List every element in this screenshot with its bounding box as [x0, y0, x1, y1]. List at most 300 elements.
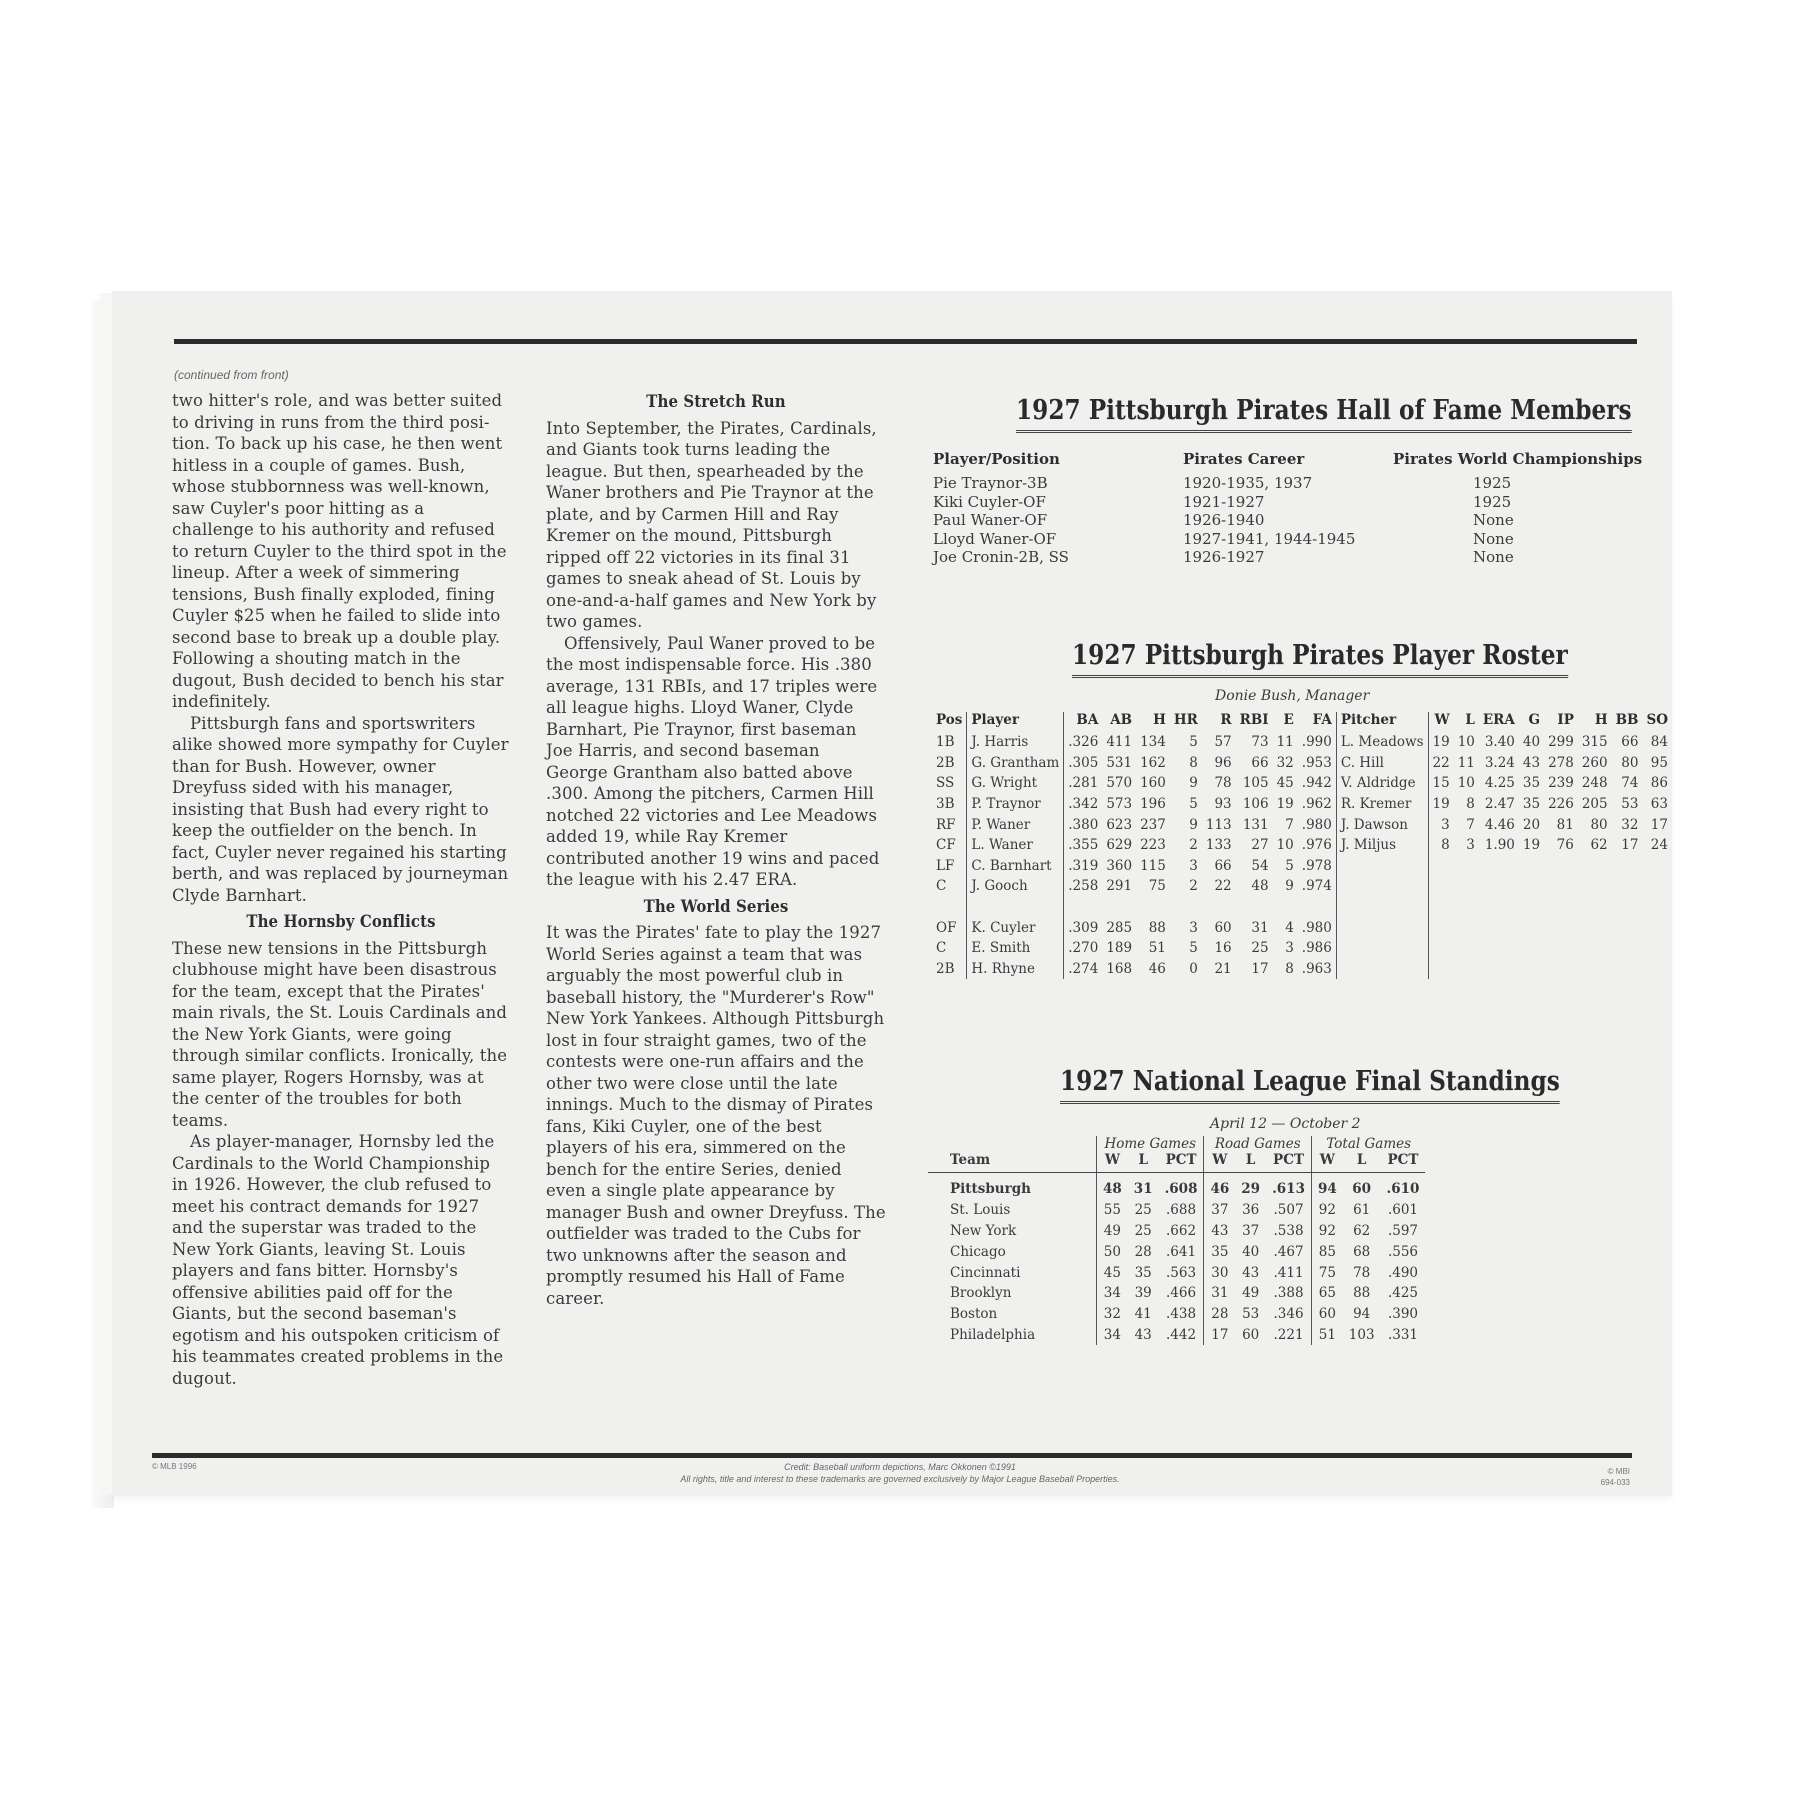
roster-cell: 133	[1205, 837, 1232, 854]
roster-title: 1927 Pittsburgh Pirates Player Roster	[1072, 640, 1568, 678]
standings-title: 1927 National League Final Standings	[1060, 1066, 1560, 1104]
hof-header: Player/Position	[933, 450, 1060, 468]
roster-cell: 76	[1556, 837, 1574, 854]
roster-cell: 88	[1148, 919, 1166, 936]
roster-cell	[1612, 856, 1643, 877]
roster-cell	[1544, 938, 1578, 959]
hof-cell: 1920-1935, 1937	[1183, 474, 1313, 492]
standings-cell: .346	[1273, 1306, 1304, 1323]
standings-cell: 34	[1097, 1283, 1128, 1304]
standings-cell: .613	[1272, 1181, 1305, 1198]
standings-cell: .490	[1387, 1264, 1419, 1281]
standings-row	[928, 1173, 1425, 1200]
standings-cell: .688	[1166, 1202, 1197, 1219]
continued-note: (continued from front)	[174, 368, 289, 382]
roster-header: HR	[1173, 712, 1198, 728]
standings-row	[928, 1262, 1425, 1283]
hof-cell: Joe Cronin-2B, SS	[933, 548, 1069, 567]
roster-cell: 78	[1214, 775, 1232, 792]
roster-cell: 73	[1251, 734, 1269, 751]
roster-cell: RF	[936, 816, 956, 833]
roster-cell: 226	[1548, 796, 1574, 813]
standings-cell: 60	[1311, 1304, 1342, 1325]
standings-cell: 35	[1204, 1241, 1235, 1262]
roster-cell: 3B	[936, 796, 955, 813]
roster-header: Pitcher	[1336, 712, 1428, 732]
roster-cell: G. Grantham	[967, 753, 1064, 774]
roster-cell	[1612, 876, 1643, 897]
roster-cell: 80	[1621, 754, 1639, 771]
roster-cell: 17	[1650, 816, 1668, 833]
roster-cell	[1454, 897, 1479, 918]
roster-cell: .942	[1301, 775, 1332, 792]
roster-cell	[967, 897, 1064, 918]
hof-cell: 1926-1927	[1183, 548, 1265, 567]
roster-cell: .355	[1064, 835, 1103, 856]
roster-cell: 160	[1140, 775, 1166, 792]
roster-cell: 2B	[936, 960, 955, 977]
roster-cell	[1642, 876, 1672, 897]
roster-cell	[1519, 856, 1544, 877]
standings-cell: 68	[1353, 1243, 1371, 1260]
standings-cell: .331	[1387, 1326, 1419, 1343]
standings-subheader: W	[1204, 1152, 1235, 1173]
roster-cell: 80	[1590, 816, 1608, 833]
roster-header: AB	[1110, 712, 1133, 728]
roster-cell: .974	[1301, 878, 1332, 895]
roster-header: IP	[1557, 712, 1574, 728]
hof-header: Pirates Career	[1183, 450, 1305, 468]
roster-cell: 19	[1428, 732, 1454, 753]
standings-cell: 41	[1134, 1306, 1152, 1323]
roster-cell: 84	[1650, 734, 1668, 751]
standings-subheader: L	[1235, 1152, 1266, 1173]
paragraph: These new tensions in the Pittsburgh clubhouse might have been disastrous for the team, except that the Pirates' main rivals, the St. Louis Cardinals and the New York Giants, were going through similar conflicts. Ironically, the same player, Rogers Hornsby, was at the center of the troubles for both teams.	[172, 938, 508, 1130]
roster-cell: 3	[1189, 857, 1198, 874]
standings-cell: 31	[1204, 1283, 1235, 1304]
team-name: Cincinnati	[950, 1264, 1021, 1281]
roster-cell: 106	[1242, 796, 1269, 813]
roster-cell: 35	[1522, 775, 1541, 792]
roster-cell: 168	[1106, 960, 1133, 977]
standings-subheader: W	[1311, 1152, 1342, 1173]
roster-cell: .963	[1301, 960, 1332, 977]
standings-cell: 51	[1311, 1325, 1342, 1346]
standings-cell: .411	[1273, 1264, 1304, 1281]
roster-cell	[1479, 959, 1519, 980]
team-name: New York	[950, 1222, 1017, 1239]
roster-cell: 291	[1106, 878, 1133, 895]
roster-cell: 8	[1189, 754, 1198, 771]
roster-cell	[1170, 897, 1202, 918]
standings-cell: 25	[1134, 1222, 1152, 1239]
standings-cell: 94	[1311, 1173, 1342, 1200]
roster-cell: 10	[1276, 837, 1294, 854]
roster-cell: 0	[1189, 960, 1198, 977]
roster-cell: 48	[1251, 878, 1269, 895]
roster-cell: 1.90	[1484, 837, 1515, 854]
roster-header: Pos	[936, 712, 963, 728]
standings-cell: 60	[1352, 1181, 1372, 1198]
copyright-right	[1570, 1466, 1630, 1488]
roster-cell: 10	[1457, 775, 1475, 792]
roster-cell: 7	[1466, 816, 1475, 833]
standings-cell: .538	[1273, 1222, 1304, 1239]
roster-cell: 315	[1581, 734, 1608, 751]
roster-cell: 570	[1106, 775, 1133, 792]
roster-cell: 11	[1276, 734, 1294, 751]
standings-cell: 39	[1134, 1285, 1152, 1302]
roster-cell: 115	[1140, 857, 1166, 874]
roster-cell: 629	[1106, 837, 1133, 854]
roster-cell: .342	[1064, 794, 1103, 815]
roster-table	[932, 712, 1672, 979]
roster-cell	[1336, 959, 1428, 980]
roster-cell: 10	[1457, 734, 1475, 751]
roster-cell	[1454, 959, 1479, 980]
roster-cell: P. Waner	[967, 814, 1064, 835]
roster-cell	[1578, 856, 1612, 877]
standings-row	[928, 1200, 1425, 1221]
roster-cell	[1428, 959, 1454, 980]
hof-cell: 1921-1927	[1183, 492, 1265, 511]
roster-cell: 19	[1276, 796, 1294, 813]
roster-cell: 21	[1214, 960, 1232, 977]
roster-cell: .274	[1064, 959, 1103, 980]
roster-cell: 7	[1285, 816, 1294, 833]
roster-cell: C. Hill	[1336, 753, 1428, 774]
roster-cell: 237	[1140, 816, 1166, 833]
hof-cell: 1926-1940	[1183, 511, 1265, 530]
standings-cell: 43	[1204, 1221, 1235, 1242]
roster-cell	[1578, 876, 1612, 897]
roster-cell	[1428, 897, 1454, 918]
roster-cell	[1642, 938, 1672, 959]
roster-cell: C	[936, 940, 947, 957]
roster-header: SO	[1646, 712, 1668, 728]
roster-cell: G. Wright	[967, 773, 1064, 794]
roster-cell: 3	[1285, 940, 1294, 957]
roster-cell	[1519, 938, 1544, 959]
roster-cell: SS	[936, 775, 955, 792]
standings-cell: .507	[1273, 1202, 1304, 1219]
standings-cell: 60	[1242, 1326, 1260, 1343]
team-name: Pittsburgh	[950, 1181, 1031, 1198]
team-name: Boston	[950, 1306, 998, 1323]
standings-cell: 65	[1311, 1283, 1342, 1304]
standings-cell: .608	[1164, 1181, 1198, 1198]
publisher-mark: © MBI	[1607, 1467, 1630, 1476]
roster-header: H	[1594, 712, 1608, 728]
roster-cell: 278	[1548, 754, 1574, 771]
roster-cell: 9	[1189, 775, 1198, 792]
roster-row	[932, 959, 1672, 980]
standings-subheader: PCT	[1381, 1152, 1426, 1173]
roster-cell: .270	[1064, 938, 1103, 959]
standings-subheader: L	[1343, 1152, 1381, 1173]
roster-cell	[1519, 897, 1544, 918]
section-heading: The Stretch Run	[646, 392, 786, 412]
roster-cell	[1578, 917, 1612, 938]
roster-cell: L. Meadows	[1336, 732, 1428, 753]
roster-cell: 2B	[936, 754, 955, 771]
standings-cell: 78	[1353, 1264, 1371, 1281]
item-code: 694-033	[1600, 1478, 1630, 1487]
roster-cell: .976	[1301, 837, 1332, 854]
roster-cell	[1519, 959, 1544, 980]
standings-row	[928, 1241, 1425, 1262]
roster-row	[932, 794, 1672, 815]
standings-row	[928, 1325, 1425, 1346]
roster-header: RBI	[1239, 712, 1269, 728]
roster-cell: 205	[1581, 796, 1608, 813]
roster-cell: P. Traynor	[967, 794, 1064, 815]
roster-cell: L. Waner	[967, 835, 1064, 856]
standings-cell: 94	[1353, 1306, 1371, 1323]
roster-cell: LF	[936, 857, 955, 874]
roster-cell: 96	[1214, 754, 1232, 771]
roster-cell: .319	[1064, 856, 1103, 877]
roster-cell: C. Barnhart	[967, 856, 1064, 877]
standings-subheader: PCT	[1159, 1152, 1204, 1173]
hof-cell: 1925	[1473, 474, 1512, 492]
text-column-1	[172, 390, 510, 1389]
roster-cell: 5	[1285, 857, 1294, 874]
roster-cell: .980	[1301, 816, 1332, 833]
roster-cell	[1479, 876, 1519, 897]
standings-cell: 92	[1311, 1200, 1342, 1221]
hof-cell: Kiki Cuyler-OF	[933, 492, 1046, 511]
standings-cell: 92	[1311, 1221, 1342, 1242]
standings-cell: 103	[1348, 1326, 1375, 1343]
roster-header: W	[1428, 712, 1454, 732]
standings-cell: .425	[1387, 1285, 1419, 1302]
top-rule	[174, 339, 1637, 344]
roster-cell: 5	[1189, 734, 1198, 751]
standings-cell: 50	[1097, 1241, 1128, 1262]
roster-cell: 60	[1214, 919, 1232, 936]
standings-subheader: W	[1097, 1152, 1128, 1173]
roster-cell: 20	[1522, 816, 1541, 833]
roster-cell: 32	[1621, 816, 1639, 833]
roster-cell: 51	[1148, 940, 1166, 957]
roster-cell: .953	[1301, 754, 1332, 771]
roster-cell: 1B	[936, 734, 955, 751]
standings-cell: 37	[1204, 1200, 1235, 1221]
roster-cell	[1544, 959, 1578, 980]
roster-row	[932, 938, 1672, 959]
roster-cell: 8	[1466, 796, 1475, 813]
roster-header: E	[1283, 712, 1294, 728]
roster-cell	[1479, 897, 1519, 918]
road-games-header: Road Games	[1204, 1136, 1311, 1152]
roster-cell	[1336, 876, 1428, 897]
roster-cell: 66	[1621, 734, 1639, 751]
roster-cell	[1336, 856, 1428, 877]
section-heading: The Hornsby Conflicts	[246, 912, 436, 932]
roster-cell	[1642, 856, 1672, 877]
roster-cell: 95	[1650, 754, 1668, 771]
roster-cell: 19	[1522, 837, 1541, 854]
standings-cell: 35	[1134, 1264, 1152, 1281]
roster-cell: E. Smith	[967, 938, 1064, 959]
roster-row	[932, 814, 1672, 835]
hof-title: 1927 Pittsburgh Pirates Hall of Fame Members	[1016, 395, 1632, 433]
bottom-rule	[152, 1453, 1632, 1458]
roster-cell: CF	[936, 837, 956, 854]
standings-cell: .442	[1166, 1326, 1197, 1343]
copyright-left: © MLB 1996	[152, 1462, 197, 1471]
roster-cell	[1064, 897, 1103, 918]
standings-cell: 28	[1134, 1243, 1152, 1260]
standings-cell: 61	[1353, 1202, 1371, 1219]
standings-cell: .597	[1387, 1222, 1419, 1239]
roster-cell: 573	[1106, 796, 1133, 813]
standings-cell: 28	[1204, 1304, 1235, 1325]
roster-row	[932, 835, 1672, 856]
roster-cell	[1642, 917, 1672, 938]
roster-cell: 239	[1548, 775, 1574, 792]
roster-cell: 11	[1457, 754, 1475, 771]
standings-cell: 55	[1097, 1200, 1128, 1221]
roster-cell: 105	[1242, 775, 1269, 792]
standings-cell: 30	[1204, 1262, 1235, 1283]
roster-cell	[1298, 897, 1337, 918]
hof-cell: Lloyd Waner-OF	[933, 529, 1057, 548]
roster-cell: 57	[1214, 734, 1232, 751]
standings-cell: .556	[1387, 1243, 1419, 1260]
roster-cell	[1428, 876, 1454, 897]
roster-cell: .980	[1301, 919, 1332, 936]
roster-cell: 17	[1251, 960, 1269, 977]
roster-cell: R. Kremer	[1336, 794, 1428, 815]
roster-cell: 15	[1428, 773, 1454, 794]
roster-cell: 46	[1148, 960, 1166, 977]
roster-cell: 2	[1189, 878, 1198, 895]
roster-cell: .978	[1301, 857, 1332, 874]
roster-row	[932, 773, 1672, 794]
roster-cell: 299	[1548, 734, 1574, 751]
roster-cell: 66	[1251, 754, 1269, 771]
roster-cell: 223	[1140, 837, 1166, 854]
roster-cell: 4.46	[1484, 816, 1515, 833]
roster-cell: .380	[1064, 814, 1103, 835]
standings-cell: 25	[1134, 1202, 1152, 1219]
section-heading: The World Series	[643, 896, 789, 917]
roster-cell	[1544, 876, 1578, 897]
roster-cell	[1236, 897, 1273, 918]
roster-cell: 5	[1189, 796, 1198, 813]
hof-cell: Paul Waner-OF	[933, 511, 1048, 530]
standings-subheader: L	[1128, 1152, 1159, 1173]
roster-cell	[1544, 897, 1578, 918]
standings-cell: 36	[1242, 1202, 1260, 1219]
roster-cell: 66	[1214, 857, 1232, 874]
roster-cell: 86	[1650, 775, 1668, 792]
roster-cell	[1519, 917, 1544, 938]
roster-cell	[1612, 938, 1643, 959]
roster-cell: 53	[1621, 796, 1639, 813]
standings-cell: .388	[1273, 1285, 1304, 1302]
standings-cell: 34	[1097, 1325, 1128, 1346]
standings-row	[928, 1304, 1425, 1325]
roster-cell: 131	[1242, 816, 1269, 833]
roster-cell: 5	[1189, 940, 1198, 957]
standings-cell: .221	[1273, 1326, 1304, 1343]
standings-cell: 37	[1242, 1222, 1260, 1239]
team-name: Chicago	[950, 1243, 1006, 1260]
roster-cell: 22	[1428, 753, 1454, 774]
paragraph: As player-manager, Hornsby led the Cardinals to the World Championship in 1926. However, the club refused to meet his contract demands for 1927 and the superstar was traded to the New York Giants, leaving St. Louis players and fans bitter. Hornsby's offensive abilities paid off for the Giants, but the second baseman's egotism and his outspoken criticism of his teammates created problems in the dugout.	[172, 1132, 504, 1388]
team-name: Philadelphia	[950, 1326, 1036, 1343]
home-games-header: Home Games	[1097, 1136, 1204, 1152]
roster-cell	[1336, 938, 1428, 959]
standings-cell: .390	[1387, 1306, 1419, 1323]
roster-cell: 260	[1581, 754, 1608, 771]
standings-cell: .467	[1273, 1243, 1304, 1260]
roster-cell	[1479, 938, 1519, 959]
roster-row	[932, 897, 1672, 918]
roster-cell: 3.24	[1484, 754, 1515, 771]
standings-cell: .641	[1166, 1243, 1197, 1260]
roster-cell: .305	[1064, 753, 1103, 774]
roster-cell	[1544, 917, 1578, 938]
standings-cell: 32	[1097, 1304, 1128, 1325]
roster-cell	[1479, 917, 1519, 938]
paragraph: It was the Pirates' fate to play the 1927 World Series against a team that was arguably the most powerful club in baseball history, the "Murderer's Row" New York Yankees. Although Pittsburgh lost in four straight games, two of the contests were one-run affairs and the other two were close until the late innings. Much to the dismay of Pirates fans, Kiki Cuyler, one of the best players of his era, simmered on the bench for the entire Series, denied even a single plate appearance by manager Bush and owner Dreyfuss. The outfielder was traded to the Cubs for two unknowns after the season and promptly resumed his Hall of Fame career.	[546, 923, 886, 1308]
team-name: Brooklyn	[950, 1285, 1012, 1302]
roster-cell: .990	[1301, 734, 1332, 751]
standings-cell: 29	[1241, 1181, 1261, 1198]
roster-cell: 25	[1251, 940, 1269, 957]
roster-row	[932, 917, 1672, 938]
roster-cell: 31	[1251, 919, 1269, 936]
standings-table	[928, 1136, 1425, 1345]
roster-cell: 27	[1251, 837, 1269, 854]
paragraph: Offensively, Paul Waner proved to be the most indispensable force. His .380 average, 131 RBIs, and 17 triples were all league highs. Lloyd Waner, Clyde Barnhart, Pie Traynor, first baseman Joe Harris, and second baseman George Grantham also batted above .300. Among the pitchers, Carmen Hill notched 22 victories and Lee Meadows added 19, while Ray Kremer contributed another 19 wins and paced the league with his 2.47 ERA.	[546, 633, 880, 889]
standings-cell: .438	[1166, 1306, 1197, 1323]
roster-row	[932, 753, 1672, 774]
manager-line: Donie Bush, Manager	[1215, 688, 1370, 704]
standings-cell: 43	[1242, 1264, 1260, 1281]
roster-cell: 75	[1148, 878, 1166, 895]
roster-cell: .962	[1301, 796, 1332, 813]
roster-cell: J. Dawson	[1336, 814, 1428, 835]
roster-cell: 43	[1522, 754, 1541, 771]
roster-cell: 4.25	[1484, 775, 1515, 792]
roster-cell	[1578, 938, 1612, 959]
roster-cell: 32	[1276, 754, 1294, 771]
standings-cell: 40	[1242, 1243, 1260, 1260]
roster-cell: 9	[1189, 816, 1198, 833]
roster-cell: .309	[1064, 917, 1103, 938]
hof-cell: None	[1473, 548, 1514, 567]
roster-cell: 189	[1106, 940, 1133, 957]
roster-cell: .258	[1064, 876, 1103, 897]
roster-header: BB	[1615, 712, 1639, 728]
roster-cell: 3	[1466, 837, 1475, 854]
standings-cell: 48	[1097, 1173, 1128, 1200]
standings-cell: .601	[1387, 1202, 1419, 1219]
roster-cell	[1136, 897, 1170, 918]
roster-cell: 93	[1214, 796, 1232, 813]
hof-header: Pirates World Championships	[1393, 450, 1643, 468]
roster-cell: 19	[1428, 794, 1454, 815]
roster-cell: 531	[1106, 754, 1133, 771]
roster-header: FA	[1312, 712, 1332, 728]
roster-cell: 3.40	[1484, 734, 1515, 751]
roster-cell	[1544, 856, 1578, 877]
